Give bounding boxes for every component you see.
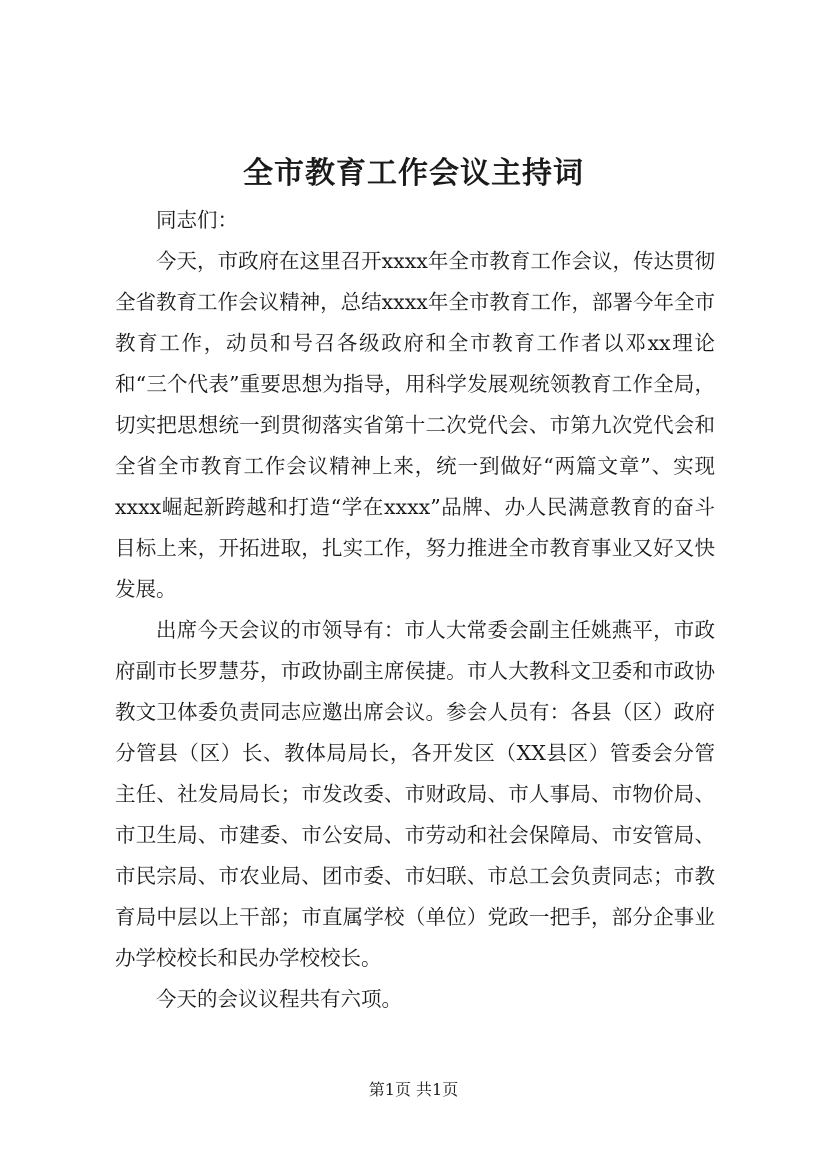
salutation: 同志们：: [156, 208, 238, 232]
page-footer: 第1页 共1页: [368, 1080, 459, 1099]
paragraph-agenda: 今天的会议议程共有六项。: [156, 987, 402, 1011]
paragraph-opening: 今天，市政府在这里召开xxxx年全市教育工作会议，传达贯彻全省教育工作会议精神，总结xxxx年全市教育工作，部署今年全市教育工作，动员和号召各级政府和全市教育工作者以邓xx理论和“三个代表”重要思想为指导，用科学发展观统领教育工作全局，切实把思想统一到贯彻落实省第十二次党代会、市第九次党代会和全省全市教育工作会议精神上来，统一到做好“两篇文章”、实现xxxx崛起新跨越和打造“学在xxxx”品牌、办人民满意教育的奋斗目标上来，开拓进取，扎实工作，努力推进全市教育事业又好又快发展。: [115, 249, 715, 601]
document-body: [115, 200, 715, 1020]
document-title: 全市教育工作会议主持词: [243, 156, 584, 191]
paragraph-attendees: 出席今天会议的市领导有：市人大常委会副主任姚燕平，市政府副市长罗慧芬，市政协副主席侯捷。市人大教科文卫委和市政协教文卫体委负责同志应邀出席会议。参会人员有：各县（区）政府分管县（区）长、教体局局长，各开发区（XX县区）管委会分管主任、社发局局长；市发改委、市财政局、市人事局、市物价局、市卫生局、市建委、市公安局、市劳动和社会保障局、市安管局、市民宗局、市农业局、团市委、市妇联、市总工会负责同志；市教育局中层以上干部；市直属学校（单位）党政一把手，部分企事业办学校校长和民办学校校长。: [115, 618, 715, 970]
